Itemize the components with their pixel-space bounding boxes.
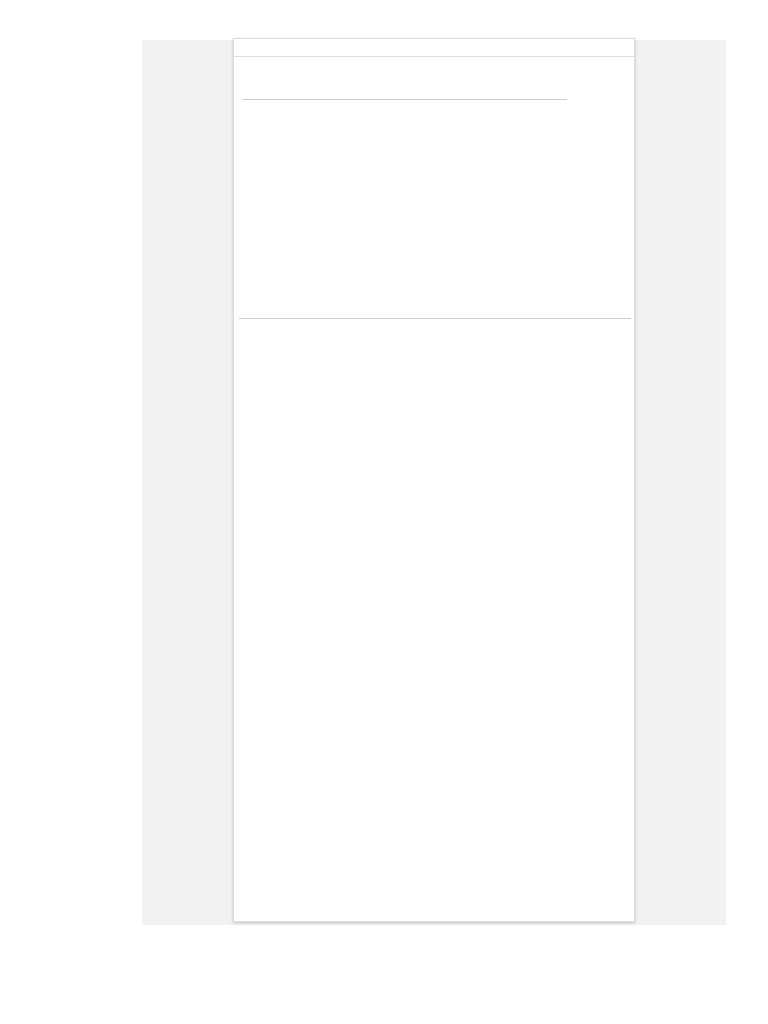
divider	[234, 56, 634, 57]
module-table-header	[242, 88, 567, 100]
group-table-header	[239, 306, 631, 319]
print-header	[0, 20, 768, 34]
report-card	[233, 38, 635, 922]
print-footer	[0, 996, 768, 1010]
